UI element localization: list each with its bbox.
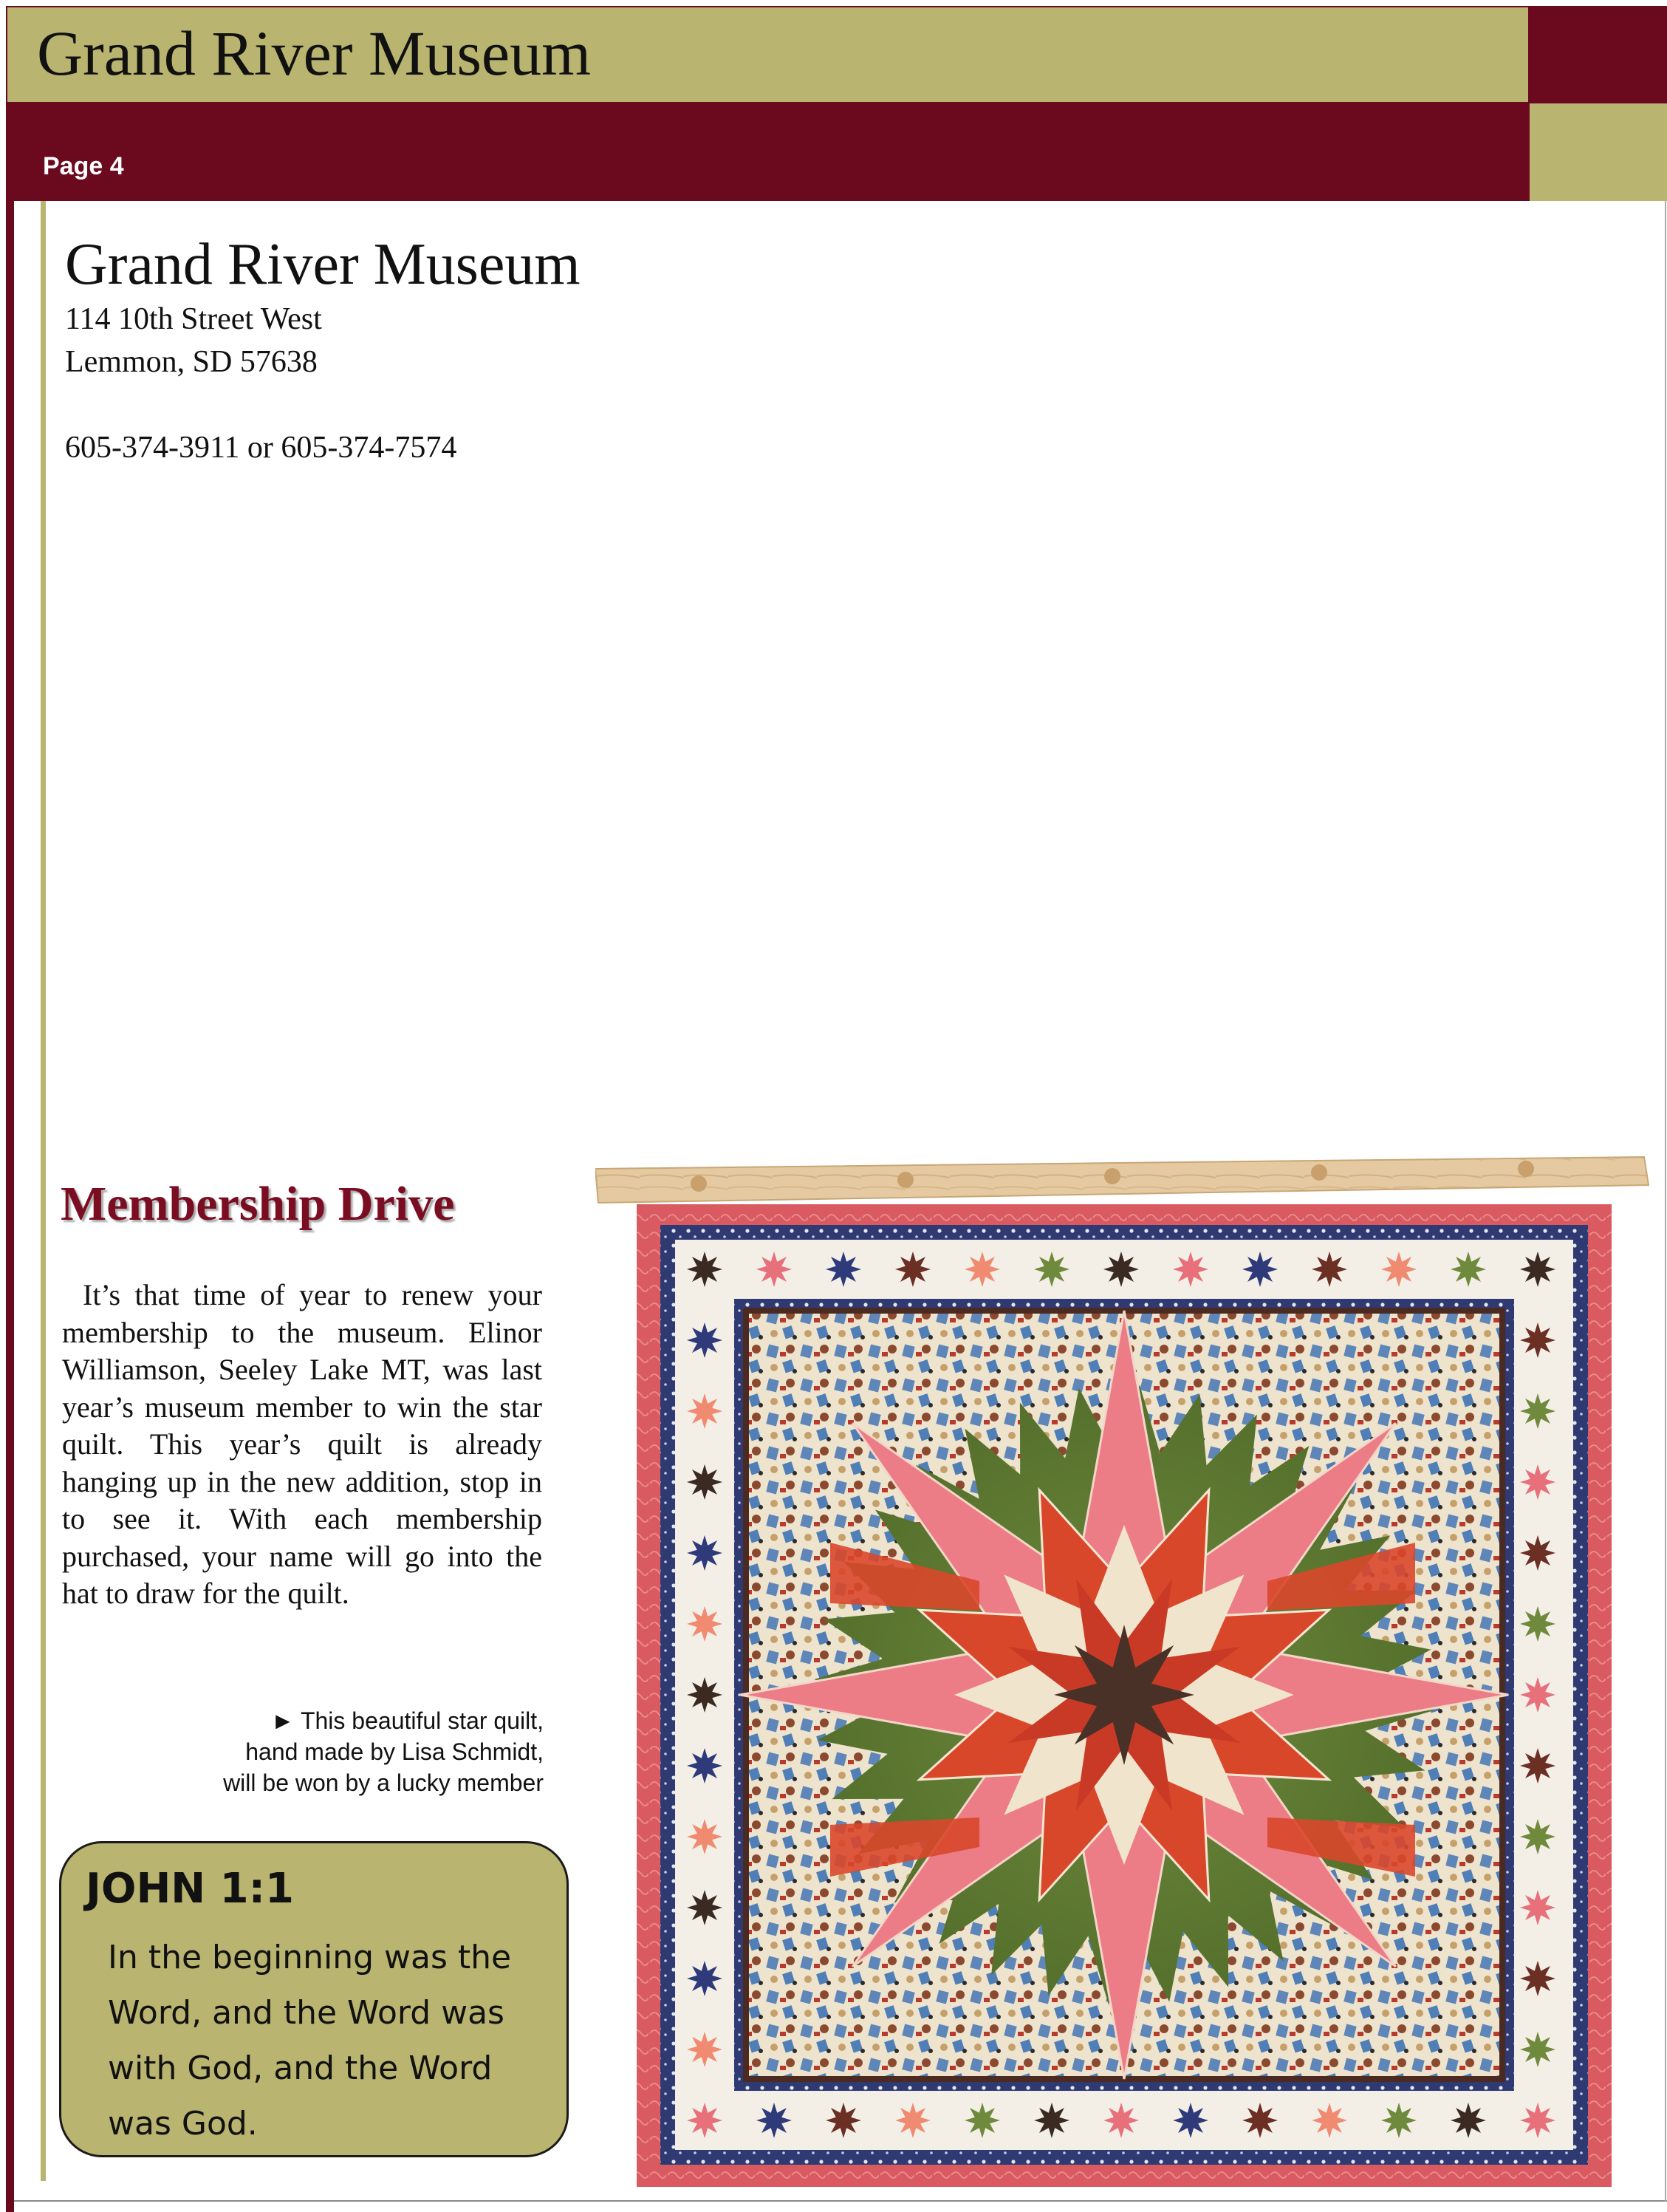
border-star	[1103, 2103, 1139, 2138]
border-star	[687, 1535, 722, 1571]
border-star	[1520, 1890, 1555, 1925]
border-star	[1451, 1252, 1486, 1287]
border-star	[1520, 1393, 1555, 1429]
border-star	[1520, 1819, 1555, 1854]
border-star	[687, 1393, 722, 1429]
left-border-rule	[6, 201, 14, 2212]
border-star	[1520, 2032, 1555, 2067]
border-star	[687, 1748, 722, 1783]
address-street: 114 10th Street West	[65, 302, 322, 336]
border-star	[1103, 1252, 1139, 1287]
article-body: It’s that time of year to renew your membership to the museum. Elinor Williamson, Seeley Lake MT, was last year’s museum member to win the star quilt. This year’s quilt is already hanging up in the new addition, stop in to see it. With each membership purchased, your name will go into the hat to draw for the quilt.	[62, 1278, 542, 1610]
left-accent-rule	[41, 201, 46, 2181]
border-star	[687, 1322, 722, 1358]
page-number-band	[6, 103, 1530, 201]
header-corner-block	[1530, 6, 1667, 103]
article-heading: Membership Drive	[61, 1177, 455, 1231]
scripture-text	[108, 1930, 558, 2151]
photo-caption	[62, 1705, 544, 1798]
border-star	[1520, 1322, 1555, 1358]
caption-line: will be won by a lucky member	[223, 1769, 544, 1796]
border-star	[1520, 1606, 1555, 1642]
border-star	[1242, 2103, 1278, 2138]
border-star	[1381, 1252, 1417, 1287]
border-star	[826, 2103, 861, 2138]
star-quilt-photo	[595, 1138, 1659, 2199]
border-star	[1520, 1677, 1555, 1713]
border-star	[687, 1606, 722, 1642]
address-phone: 605-374-3911 or 605-374-7574	[65, 431, 457, 465]
border-star	[687, 1819, 722, 1854]
page-frame-right	[1665, 201, 1666, 2202]
scripture-line: was God.	[108, 2105, 258, 2143]
scripture-line: Word, and the Word was	[108, 1994, 504, 2032]
border-star	[1173, 1252, 1208, 1287]
border-star	[1520, 2103, 1555, 2138]
border-star	[756, 1252, 792, 1287]
border-star	[965, 2103, 1000, 2138]
border-star	[687, 1464, 722, 1500]
museum-name: Grand River Museum	[65, 232, 581, 297]
border-star	[1312, 1252, 1347, 1287]
border-star	[1242, 1252, 1278, 1287]
border-star	[965, 1252, 1000, 1287]
border-star	[826, 1252, 861, 1287]
page-frame-bottom	[14, 2200, 1667, 2202]
scripture-reference: JOHN 1:1	[86, 1865, 294, 1913]
caption-line: ► This beautiful star quilt,	[270, 1707, 544, 1734]
scripture-line: with God, and the Word	[108, 2049, 493, 2087]
border-star	[687, 1677, 722, 1713]
border-star	[687, 2103, 722, 2138]
page-number: Page 4	[43, 152, 124, 180]
border-star	[1520, 1748, 1555, 1783]
border-star	[1451, 2103, 1486, 2138]
border-star	[1381, 2103, 1417, 2138]
border-star	[687, 1252, 722, 1287]
caption-line: hand made by Lisa Schmidt,	[245, 1738, 544, 1765]
border-star	[1034, 2103, 1069, 2138]
border-star	[756, 2103, 792, 2138]
border-star	[895, 2103, 931, 2138]
header-title: Grand River Museum	[37, 18, 591, 89]
border-star	[1520, 1464, 1555, 1500]
scripture-line: In the beginning was the	[108, 1939, 512, 1976]
border-star	[1312, 2103, 1347, 2138]
border-star	[1520, 1961, 1555, 1996]
border-star	[687, 2032, 722, 2067]
border-star	[1520, 1252, 1555, 1287]
border-star	[1034, 1252, 1069, 1287]
border-star	[1520, 1535, 1555, 1571]
border-star	[687, 1961, 722, 1996]
border-star	[687, 1890, 722, 1925]
border-star	[895, 1252, 931, 1287]
border-star	[1173, 2103, 1208, 2138]
header-corner-accent	[1530, 103, 1667, 201]
address-city: Lemmon, SD 57638	[65, 345, 318, 379]
